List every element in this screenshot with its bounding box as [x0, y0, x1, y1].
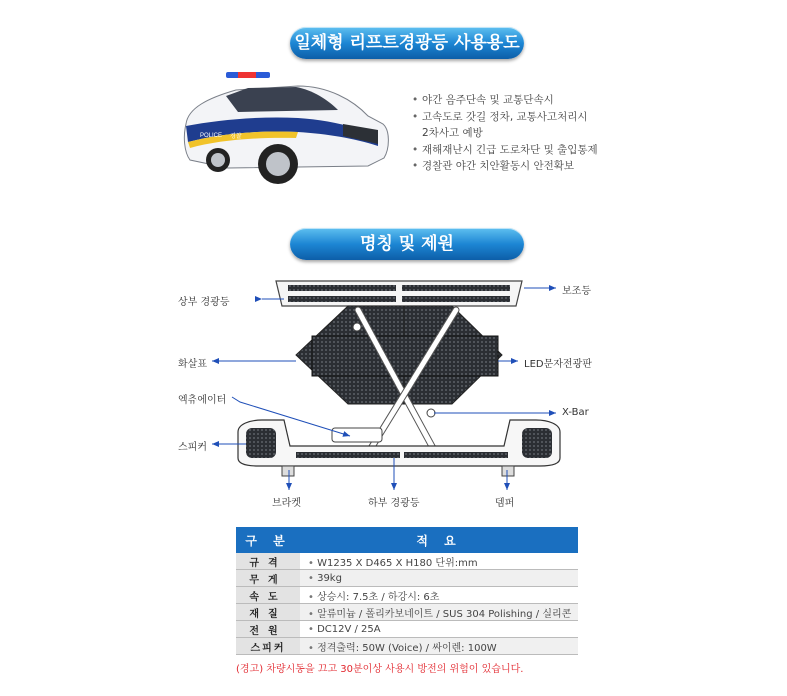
table-row: 속도 • 상승시: 7.5초 / 하강시: 6초	[236, 587, 578, 604]
label-speaker: 스피커	[178, 442, 207, 453]
spec-header-description: 적 요	[300, 527, 578, 553]
label-aux-light: 보조등	[562, 286, 591, 297]
spec-header-category: 구 분	[236, 527, 300, 553]
usage-item: • 고속도로 갓길 정차, 교통사고처리시 2차사고 예방	[408, 109, 598, 142]
usage-item: • 경찰관 야간 치안활동시 안전확보	[408, 158, 598, 175]
warning-text: (경고) 차량시동을 끄고 30분이상 사용시 방전의 위험이 있습니다.	[236, 664, 524, 675]
names-section-title: 명칭 및 제원	[290, 228, 524, 260]
label-bracket: 브라켓	[272, 498, 301, 509]
table-row: 전원 • DC12V / 25A	[236, 621, 578, 638]
usage-section-title: 일체형 리프트경광등 사용용도	[290, 27, 524, 59]
speaker-left	[246, 428, 276, 458]
table-row: 스피커 • 정격출력: 50W (Voice) / 싸이렌: 100W	[236, 638, 578, 655]
label-actuator: 엑츄에이터	[178, 395, 227, 406]
label-xbar: X-Bar	[562, 407, 589, 418]
bottom-light-bar	[296, 452, 400, 458]
label-top-light: 상부 경광등	[178, 297, 230, 308]
led-board-panel	[312, 336, 498, 376]
car-korean-text: 경찰	[230, 133, 242, 140]
table-row: 규격 • W1235 X D465 X H180 단위:mm	[236, 553, 578, 570]
top-light-bar	[276, 281, 522, 306]
spec-table	[236, 527, 578, 655]
usage-item: • 재해재난시 긴급 도로차단 및 출입통제	[408, 142, 598, 159]
label-led-board: LED문자전광판	[524, 359, 592, 370]
speaker-right	[522, 428, 552, 458]
label-bottom-light: 하부 경광등	[368, 498, 420, 509]
usage-item: • 야간 음주단속 및 교통단속시	[408, 92, 598, 109]
car-police-text: POLICE	[200, 133, 223, 139]
label-damper: 뎀퍼	[495, 498, 515, 509]
table-row: 재질 • 알류미늄 / 폴리카보네이트 / SUS 304 Polishing / 실리콘	[236, 604, 578, 621]
label-arrow-sign: 화살표	[178, 359, 207, 370]
table-row: 무게 • 39kg	[236, 570, 578, 587]
bottom-base	[238, 420, 560, 466]
actuator	[332, 428, 382, 442]
